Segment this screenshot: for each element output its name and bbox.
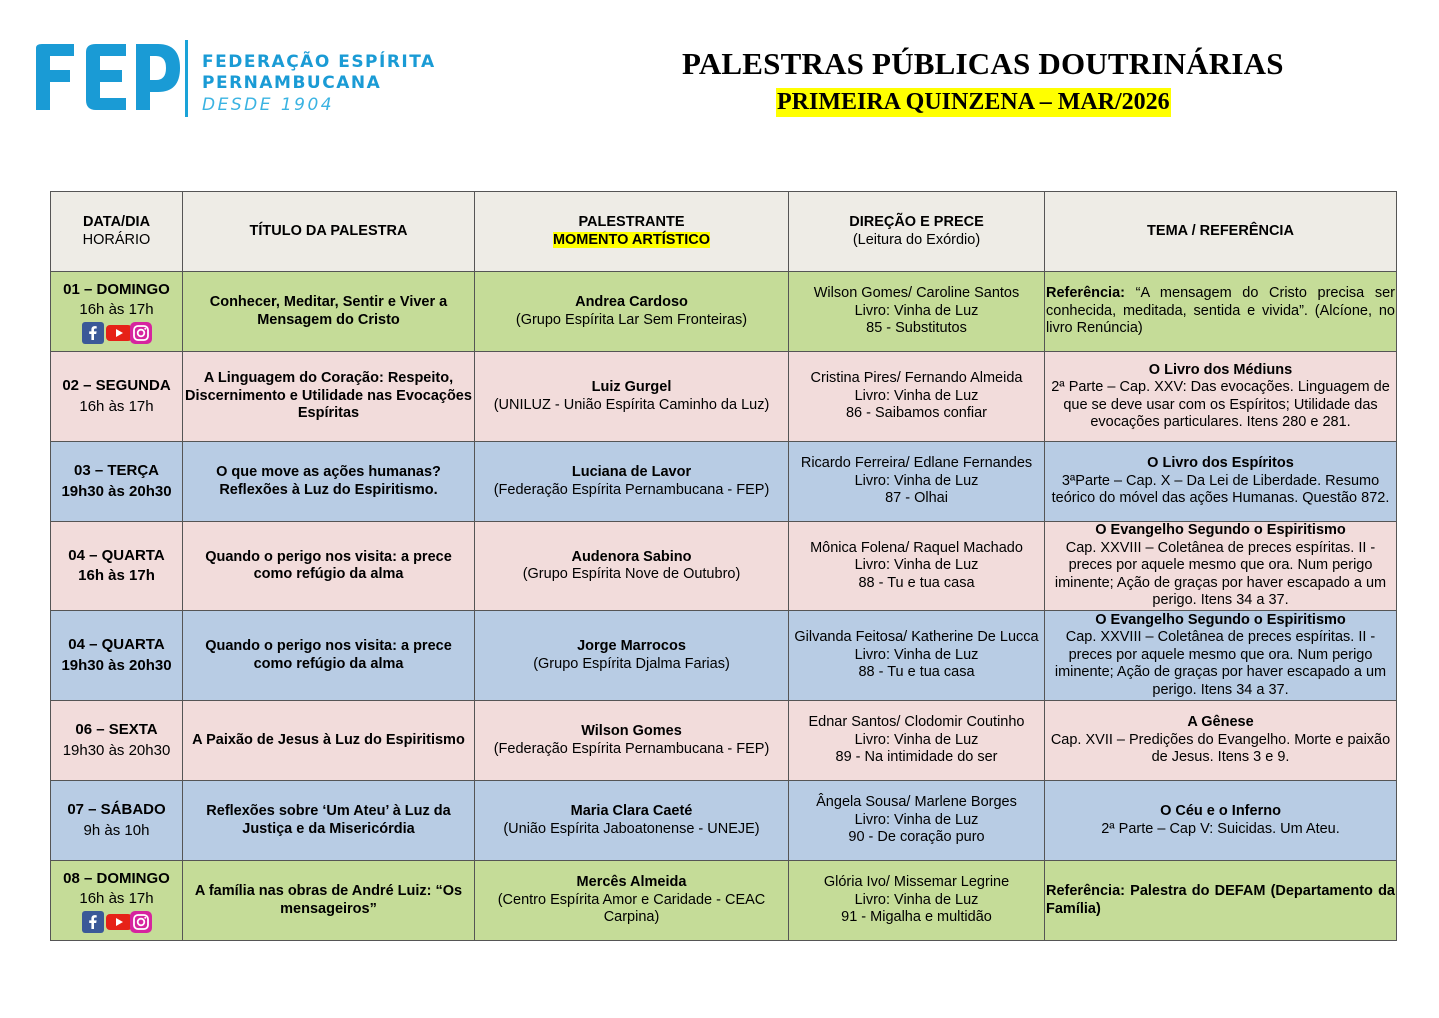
talk-title: Conhecer, Meditar, Sentir e Viver a Mensagem do Cristo	[183, 272, 475, 352]
logo-divider	[185, 40, 188, 117]
theme-title: O Céu e o Inferno	[1160, 803, 1281, 819]
talk-title: A Linguagem do Coração: Respeito, Discernimento e Utilidade nas Evocações Espíritas	[183, 352, 475, 442]
theme-text: Cap. XXVIII – Coletânea de preces espíritas. II - preces por aquele mesmo que ora. Num perigo iminente; Ação de graças por haver escapado a um perigo. Itens 34 a 37.	[1054, 539, 1387, 609]
speaker-cell	[475, 352, 789, 442]
table-row	[51, 522, 1397, 611]
speaker-name: Wilson Gomes	[581, 723, 682, 739]
youtube-icon[interactable]	[106, 322, 128, 344]
theme-cell	[1045, 272, 1397, 352]
page-subtitle: PRIMEIRA QUINZENA – MAR/2026	[777, 89, 1170, 115]
social-icons	[52, 322, 181, 344]
table-row	[51, 352, 1397, 442]
book: Livro: Vinha de Luz	[854, 646, 979, 663]
time: 19h30 às 20h30	[61, 656, 172, 674]
talk-title: A Paixão de Jesus à Luz do Espiritismo	[183, 701, 475, 781]
speaker-cell	[475, 522, 789, 611]
reference-text: Referência: Palestra do DEFAM (Departamento da Família)	[1046, 883, 1395, 917]
book: Livro: Vinha de Luz	[854, 811, 979, 828]
talk-title: Quando o perigo nos visita: a prece como refúgio da alma	[183, 522, 475, 611]
date-cell	[51, 522, 183, 611]
col-header-date	[51, 192, 183, 272]
direction-cell	[789, 781, 1045, 861]
date-cell	[51, 442, 183, 522]
speaker-group: (Centro Espírita Amor e Caridade - CEAC Carpina)	[497, 891, 766, 926]
theme-title: A Gênese	[1187, 714, 1254, 731]
chapter: 89 - Na intimidade do ser	[835, 749, 998, 766]
direction-cell	[789, 701, 1045, 781]
instagram-icon[interactable]	[130, 911, 152, 933]
direction-names: Mônica Folena/ Raquel Machado	[810, 539, 1023, 556]
page-title: PALESTRAS PÚBLICAS DOUTRINÁRIAS	[682, 46, 1284, 81]
direction-names: Glória Ivo/ Missemar Legrine	[823, 874, 1010, 891]
talk-title: O que move as ações humanas? Reflexões à Luz do Espiritismo.	[183, 442, 475, 522]
day: 04 – QUARTA	[68, 546, 165, 564]
book: Livro: Vinha de Luz	[854, 302, 979, 319]
org-since: DESDE 1904	[202, 95, 335, 115]
direction-names: Ednar Santos/ Clodomir Coutinho	[808, 714, 1025, 731]
talk-title: A família nas obras de André Luiz: “Os mensageiros”	[183, 861, 475, 941]
time: 19h30 às 20h30	[61, 482, 172, 500]
direction-names: Ângela Sousa/ Marlene Borges	[816, 794, 1017, 811]
theme-cell	[1045, 781, 1397, 861]
talk-title: Reflexões sobre ‘Um Ateu’ à Luz da Justiça e da Misericórdia	[183, 781, 475, 861]
theme-cell	[1045, 352, 1397, 442]
direction-names: Wilson Gomes/ Caroline Santos	[813, 285, 1020, 302]
theme-text: 2ª Parte – Cap V: Suicidas. Um Ateu.	[1101, 820, 1340, 837]
book: Livro: Vinha de Luz	[854, 557, 979, 574]
speaker-group: (Grupo Espírita Nove de Outubro)	[522, 566, 741, 582]
date-cell	[51, 781, 183, 861]
schedule-table	[50, 191, 1397, 941]
theme-title: O Livro dos Médiuns	[1148, 361, 1293, 378]
org-name-line1: FEDERAÇÃO ESPÍRITA	[202, 52, 436, 72]
table-row	[51, 272, 1397, 352]
theme-text: Cap. XXVIII – Coletânea de preces espíritas. II - preces por aquele mesmo que ora. Num perigo iminente; Ação de graças por haver escapado a um perigo. Itens 34 a 37.	[1054, 629, 1387, 698]
theme-cell	[1045, 522, 1397, 611]
day: 02 – SEGUNDA	[62, 377, 171, 394]
speaker-cell	[475, 442, 789, 522]
book: Livro: Vinha de Luz	[854, 472, 979, 489]
day: 06 – SEXTA	[75, 721, 158, 738]
table-header-row	[51, 192, 1397, 272]
instagram-icon[interactable]	[130, 322, 152, 344]
speaker-name: Mercês Almeida	[576, 874, 687, 891]
speaker-cell	[475, 611, 789, 701]
col-direction-l1: DIREÇÃO E PRECE	[849, 214, 984, 230]
direction-cell	[789, 611, 1045, 701]
theme-text: 3ªParte – Cap. X – Da Lei de Liberdade. Resumo teórico do móvel das ações Humanas. Questão 872.	[1051, 472, 1390, 507]
speaker-name: Luiz Gurgel	[591, 379, 672, 395]
facebook-icon[interactable]	[82, 322, 104, 344]
col-date-l1: DATA/DIA	[82, 214, 151, 230]
theme-title: O Livro dos Espíritos	[1147, 455, 1294, 472]
date-cell	[51, 611, 183, 701]
direction-cell	[789, 272, 1045, 352]
col-header-direction	[789, 192, 1045, 272]
book: Livro: Vinha de Luz	[854, 387, 979, 404]
col-speaker-l2: MOMENTO ARTÍSTICO	[552, 231, 711, 248]
speaker-group: (UNILUZ - União Espírita Caminho da Luz)	[493, 396, 770, 413]
speaker-name: Luciana de Lavor	[571, 464, 692, 480]
reference-label: Referência:	[1046, 285, 1125, 302]
talk-title: Quando o perigo nos visita: a prece como refúgio da alma	[183, 611, 475, 701]
day: 03 – TERÇA	[73, 462, 160, 479]
table-row	[51, 611, 1397, 701]
speaker-cell	[475, 701, 789, 781]
chapter: 88 - Tu e tua casa	[858, 574, 975, 591]
day: 01 – DOMINGO	[63, 280, 170, 298]
speaker-cell	[475, 781, 789, 861]
direction-cell	[789, 442, 1045, 522]
chapter: 86 - Saibamos confiar	[845, 405, 988, 422]
time: 19h30 às 20h30	[62, 741, 171, 759]
speaker-name: Andrea Cardoso	[575, 294, 688, 310]
speaker-group: (Grupo Espírita Lar Sem Fronteiras)	[515, 311, 748, 328]
table-row	[51, 701, 1397, 781]
col-direction-l2: (Leitura do Exórdio)	[852, 231, 981, 248]
chapter: 91 - Migalha e multidão	[841, 909, 992, 926]
theme-text: 2ª Parte – Cap. XXV: Das evocações. Linguagem de que se deve usar com os Espíritos; Utilidade das evocações particulares. Itens 280 e 281.	[1051, 379, 1390, 430]
speaker-cell	[475, 861, 789, 941]
date-cell	[51, 272, 183, 352]
direction-names: Ricardo Ferreira/ Edlane Fernandes	[800, 455, 1033, 472]
direction-names: Gilvanda Feitosa/ Katherine De Lucca	[794, 629, 1039, 646]
time: 16h às 17h	[78, 567, 155, 584]
chapter: 90 - De coração puro	[848, 829, 985, 846]
youtube-icon[interactable]	[106, 911, 128, 933]
theme-cell	[1045, 701, 1397, 781]
table-row	[51, 861, 1397, 941]
speaker-group: (Federação Espírita Pernambucana - FEP)	[493, 740, 770, 757]
fep-logo-mark-icon	[34, 42, 182, 112]
time: 16h às 17h	[79, 301, 154, 318]
direction-cell	[789, 522, 1045, 611]
speaker-group: (Grupo Espírita Djalma Farias)	[533, 655, 730, 672]
direction-names: Cristina Pires/ Fernando Almeida	[810, 370, 1023, 387]
speaker-name: Maria Clara Caeté	[570, 803, 693, 819]
day: 04 – QUARTA	[68, 636, 165, 653]
time: 16h às 17h	[79, 890, 154, 907]
speaker-name: Audenora Sabino	[571, 548, 692, 565]
speaker-group: (União Espírita Jaboatonense - UNEJE)	[503, 820, 760, 837]
date-cell	[51, 701, 183, 781]
chapter: 88 - Tu e tua casa	[858, 664, 975, 681]
theme-text: Cap. XVII – Predições do Evangelho. Morte e paixão de Jesus. Itens 3 e 9.	[1050, 731, 1391, 766]
social-icons	[52, 911, 181, 933]
col-header-title: TÍTULO DA PALESTRA	[183, 192, 475, 272]
org-name-line2: PERNAMBUCANA	[202, 73, 382, 93]
direction-cell	[789, 352, 1045, 442]
date-cell	[51, 861, 183, 941]
logo-text	[202, 52, 436, 116]
col-header-speaker	[475, 192, 789, 272]
col-date-l2: HORÁRIO	[82, 231, 151, 248]
day: 07 – SÁBADO	[67, 801, 166, 818]
day: 08 – DOMINGO	[63, 869, 170, 887]
date-cell	[51, 352, 183, 442]
theme-title: O Evangelho Segundo o Espiritismo	[1095, 611, 1346, 628]
speaker-name: Jorge Marrocos	[577, 638, 686, 654]
theme-cell	[1045, 442, 1397, 522]
reference-text: “A mensagem do Cristo precisa ser conhecida, meditada, sentida e vivida”. (Alcíone, no livro Renúncia)	[1046, 285, 1396, 337]
theme-cell	[1045, 861, 1397, 941]
table-row	[51, 442, 1397, 522]
direction-cell	[789, 861, 1045, 941]
col-header-theme: TEMA / REFERÊNCIA	[1045, 192, 1397, 272]
chapter: 87 - Olhai	[885, 490, 948, 507]
col-speaker-l1: PALESTRANTE	[578, 214, 685, 230]
book: Livro: Vinha de Luz	[854, 891, 979, 908]
time: 9h às 10h	[83, 821, 150, 839]
speaker-cell	[475, 272, 789, 352]
facebook-icon[interactable]	[82, 911, 104, 933]
chapter: 85 - Substitutos	[866, 320, 967, 337]
speaker-group: (Federação Espírita Pernambucana - FEP)	[493, 481, 770, 498]
table-row	[51, 781, 1397, 861]
theme-title: O Evangelho Segundo o Espiritismo	[1095, 522, 1346, 539]
book: Livro: Vinha de Luz	[854, 731, 979, 748]
time: 16h às 17h	[79, 397, 154, 415]
theme-cell	[1045, 611, 1397, 701]
fep-logo	[12, 28, 462, 136]
